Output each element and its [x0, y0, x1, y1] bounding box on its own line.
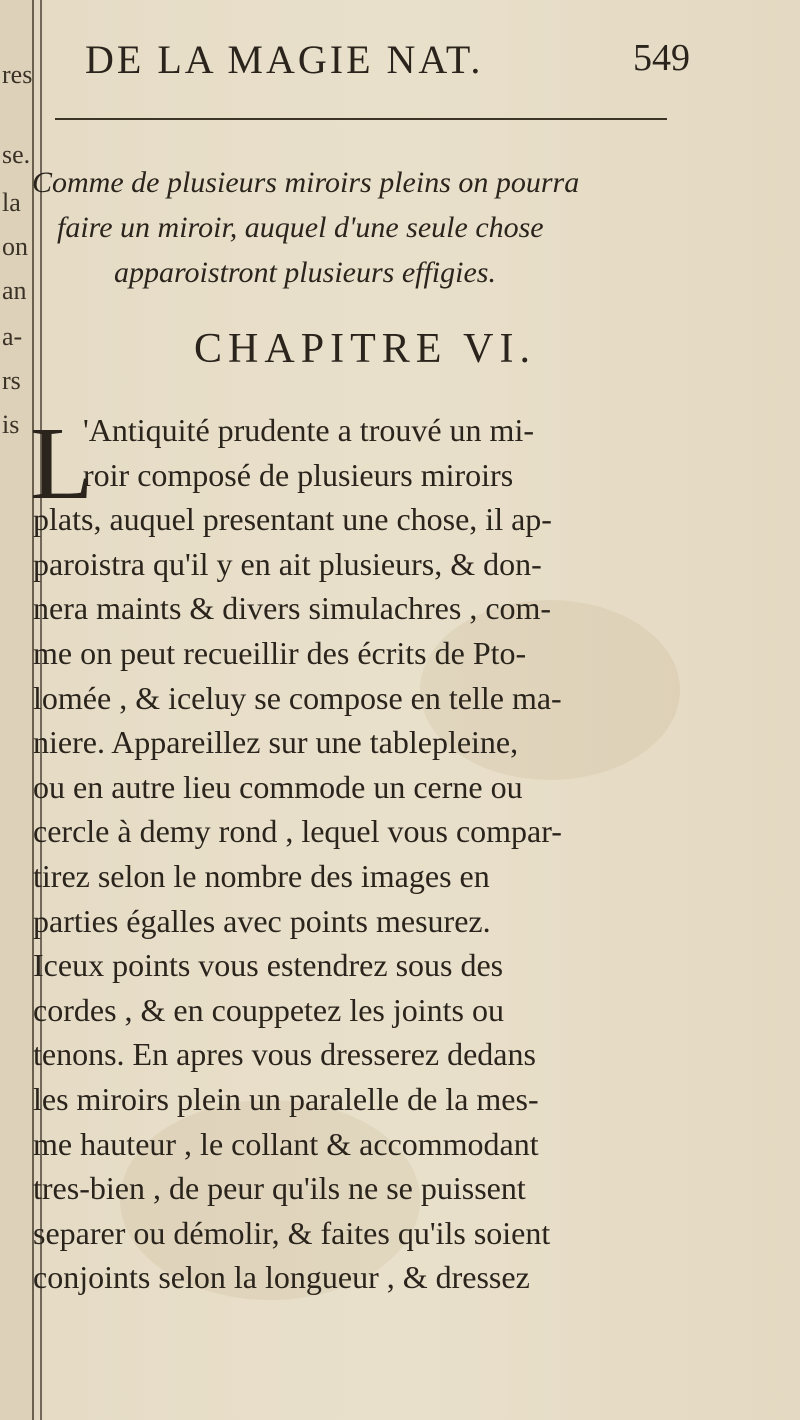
margin-fragment: rs — [2, 366, 21, 395]
text-line: les miroirs plein un paralelle de la mes- — [33, 1080, 539, 1117]
text-line: plats, auquel presentant une chose, il ap- — [33, 501, 552, 538]
text-line: conjoints selon la longueur , & dressez — [33, 1259, 530, 1296]
margin-fragment: res — [2, 60, 33, 89]
text-line: cordes , & en couppetez les joints ou — [33, 991, 504, 1028]
chapter-title: CHAPITRE VI. — [194, 326, 536, 372]
page-header — [60, 28, 700, 88]
text-line: me hauteur , le collant & accommodant — [33, 1125, 539, 1162]
margin-fragment: on — [2, 232, 28, 261]
previous-page-edge — [0, 0, 34, 1420]
text-line: parties égalles avec points mesurez. — [33, 902, 491, 939]
text-line: niere. Appareillez sur une tablepleine, — [33, 724, 519, 761]
body-text — [33, 408, 683, 1300]
text-line: paroistra qu'il y en ait plusieurs, & don- — [33, 545, 542, 582]
text-line: cercle à demy rond , lequel vous compar- — [33, 813, 562, 850]
page-number: 549 — [633, 37, 690, 79]
text-line: 'Antiquité prudente a trouvé un mi- — [83, 412, 534, 448]
text-line: tenons. En apres vous dresserez dedans — [33, 1036, 536, 1073]
text-line: nera maints & divers simulachres , com- — [33, 590, 552, 627]
margin-fragment: an — [2, 276, 27, 305]
header-rule — [55, 118, 667, 120]
text-line: me on peut recueillir des écrits de Pto- — [33, 634, 527, 671]
margin-fragment: se. — [2, 140, 31, 169]
text-line: Iceux points vous estendrez sous des — [33, 947, 504, 984]
text-line: separer ou démolir, & faites qu'ils soient — [33, 1214, 551, 1251]
chapter-summary — [32, 160, 682, 295]
text-line: tirez selon le nombre des images en — [33, 857, 490, 894]
text-line: roir composé de plusieurs miroirs — [83, 456, 514, 493]
text-line: ou en autre lieu commode un cerne ou — [33, 768, 523, 805]
summary-line: Comme de plusieurs miroirs pleins on pourra — [32, 166, 580, 199]
text-line: tres-bien , de peur qu'ils ne se puissent — [33, 1170, 526, 1207]
running-title: DE LA MAGIE NAT. — [85, 37, 484, 82]
margin-fragment: is — [2, 410, 20, 439]
margin-fragment: a- — [2, 322, 23, 351]
summary-line: faire un miroir, auquel d'une seule chose — [57, 211, 544, 244]
margin-fragment: la — [2, 188, 21, 217]
drop-cap: L — [30, 406, 94, 521]
text-line: lomée , & iceluy se compose en telle ma- — [33, 679, 562, 716]
summary-line: apparoistront plusieurs effigies. — [114, 256, 496, 289]
